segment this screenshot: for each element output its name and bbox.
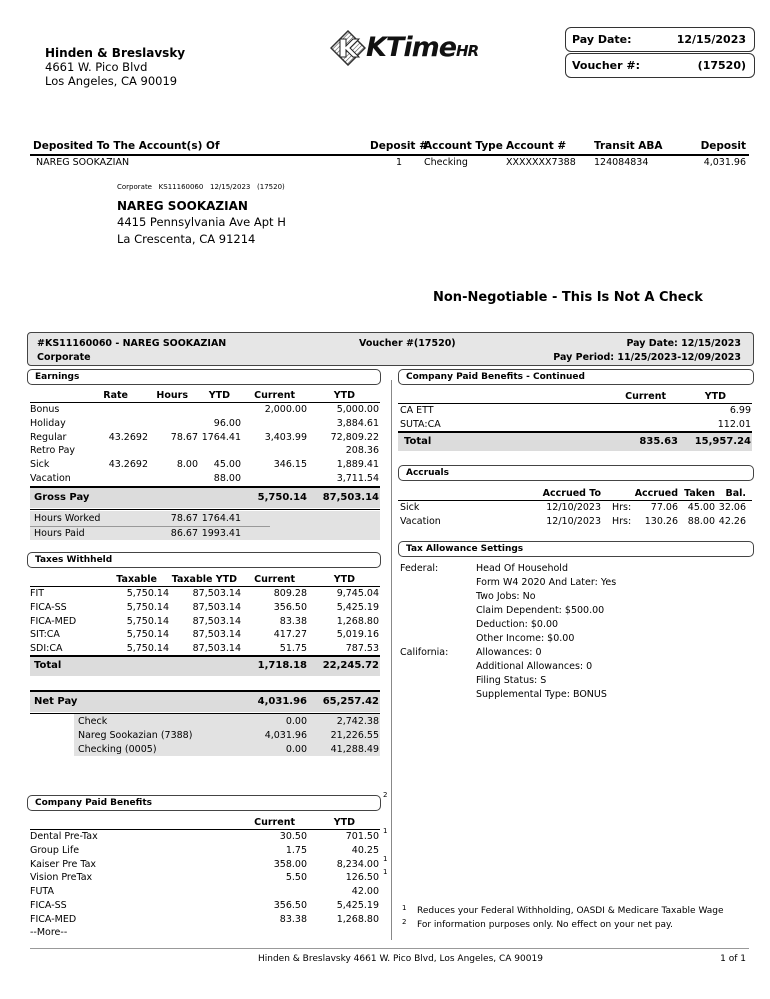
stub-voucher: Voucher #(17520) [359, 338, 456, 349]
earnings-row-ytd: 1,889.41 [336, 459, 379, 471]
tax-allowance-federal-item: Form W4 2020 And Later: Yes [476, 576, 617, 588]
deposit-header-number: Deposit # [370, 140, 428, 152]
benefit-cont-row-name: CA ETT [400, 405, 434, 416]
tax-allowance-federal-item: Other Income: $0.00 [476, 632, 575, 644]
footer-address: Hinden & Breslavsky 4661 W. Pico Blvd, Los Angeles, CA 90019 [258, 954, 543, 964]
hours-worked-label: Hours Worked [34, 513, 101, 524]
earnings-row-ytd: 3,711.54 [336, 473, 379, 484]
benefit-row-current: 1.75 [285, 844, 307, 856]
earnings-row-ytd: 72,809.22 [330, 431, 379, 443]
benefit-row-ytd: 42.00 [351, 886, 379, 898]
accrual-row-bal: 42.26 [718, 515, 746, 527]
benefits-more: --More-- [30, 927, 68, 938]
tax-row-taxable: 5,750.14 [126, 588, 169, 599]
hours-paid-value: 86.67 [170, 528, 198, 539]
benefits-cont-total-ytd: 15,957.24 [694, 436, 751, 447]
gross-pay-ytd: 87,503.14 [322, 492, 379, 503]
benefit-row-name: FICA-MED [30, 913, 77, 925]
accrual-row-taken: 88.00 [687, 515, 715, 527]
benefit-row-ytd: 8,234.00 [336, 858, 379, 870]
earnings-row-current: 2,000.00 [264, 404, 307, 415]
benefit-row-footnote-mark: 1 [383, 827, 388, 835]
benefits-header-rule [30, 829, 380, 830]
company-address-line1: 4661 W. Pico Blvd [45, 60, 148, 74]
tax-allowance-california-label: California: [400, 647, 449, 658]
pay-date-box [565, 27, 755, 52]
column-divider [391, 380, 392, 940]
tax-row-name: FICA-SS [30, 601, 67, 613]
earnings-row-hours-ytd: 88.00 [213, 473, 241, 484]
net-pay-row-ytd: 21,226.55 [330, 730, 379, 741]
net-pay-label: Net Pay [34, 696, 78, 707]
deposit-type: Checking [424, 157, 468, 168]
company-name: Hinden & Breslavsky [45, 46, 186, 60]
non-negotiable-notice: Non-Negotiable - This Is Not A Check [433, 290, 703, 305]
earnings-col-rate: Rate [103, 390, 128, 401]
tax-allowance-federal-label: Federal: [400, 563, 439, 574]
deposit-name: NAREG SOOKAZIAN [36, 157, 130, 168]
tax-allowance-federal-item: Deduction: $0.00 [476, 618, 559, 630]
accrual-row-accrued: 77.06 [650, 502, 678, 513]
benefits-section-header: Company Paid Benefits [27, 795, 381, 811]
accrual-row-taken: 45.00 [687, 502, 715, 513]
taxes-col-current: Current [254, 574, 295, 585]
tax-row-ytd: 5,425.19 [336, 601, 379, 613]
hours-worked-value: 78.67 [170, 513, 198, 524]
tax-row-ytd: 1,268.80 [336, 615, 379, 627]
net-pay-ytd: 65,257.42 [322, 696, 379, 707]
footnote-1-number: 1 [402, 904, 407, 912]
tax-row-current: 51.75 [279, 643, 307, 655]
tax-row-taxable-ytd: 87,503.14 [192, 601, 241, 613]
benefits-cont-col-current: Current [625, 391, 666, 402]
accruals-col-to: Accrued To [542, 488, 601, 499]
accruals-col-bal: Bal. [725, 488, 746, 499]
accrual-row-accrued: 130.26 [644, 515, 678, 527]
accrual-row-to: 12/10/2023 [546, 502, 601, 513]
earnings-row-name: Vacation [30, 473, 71, 484]
benefits-cont-total-current: 835.63 [639, 436, 678, 447]
deposit-header-type: Account Type [424, 140, 503, 152]
mailer-reference: Corporate KS11160060 12/15/2023 (17520) [117, 183, 285, 191]
taxes-total-current: 1,718.18 [257, 660, 307, 671]
employee-address-line1: 4415 Pennsylvania Ave Apt H [117, 215, 286, 229]
benefits-cont-header-rule [398, 403, 752, 404]
stub-department: Corporate [37, 352, 91, 363]
voucher-label: Voucher #: [572, 59, 640, 72]
benefit-row-ytd: 5,425.19 [336, 900, 379, 911]
employee-name: NAREG SOOKAZIAN [117, 199, 248, 213]
footnote-2-text: For information purposes only. No effect on your net pay. [417, 920, 673, 930]
footer-page: 1 of 1 [720, 954, 746, 964]
benefits-continued-section-header: Company Paid Benefits - Continued [398, 369, 754, 385]
benefit-row-current: 356.50 [273, 900, 307, 911]
voucher-box [565, 53, 755, 78]
earnings-row-name: Retro Pay [30, 445, 76, 457]
benefits-footnote-mark: 2 [383, 791, 388, 799]
accrual-row-name: Sick [400, 502, 420, 513]
benefits-cont-col-ytd: YTD [704, 391, 726, 402]
benefit-row-ytd: 40.25 [351, 844, 379, 856]
earnings-row-current: 346.15 [273, 459, 307, 471]
tax-row-ytd: 787.53 [345, 643, 379, 655]
tax-allowance-federal-item: Two Jobs: No [476, 590, 536, 602]
hours-paid-ytd: 1993.41 [201, 528, 241, 539]
tax-allowance-california-item: Supplemental Type: BONUS [476, 688, 607, 700]
earnings-row-hours-ytd: 1764.41 [201, 431, 241, 443]
employee-address-line2: La Crescenta, CA 91214 [117, 232, 256, 246]
tax-allowance-section-header: Tax Allowance Settings [398, 541, 754, 557]
footer-rule [30, 948, 749, 949]
tax-allowance-federal-item: Head Of Household [476, 563, 568, 574]
benefits-col-current: Current [254, 817, 295, 828]
earnings-row-hours-ytd: 96.00 [213, 417, 241, 429]
net-pay-row-name: Nareg Sookazian (7388) [78, 730, 193, 741]
net-pay-row-current: 4,031.96 [264, 730, 307, 741]
benefit-row-ytd: 1,268.80 [336, 913, 379, 925]
earnings-row-hours-ytd: 45.00 [213, 459, 241, 471]
tax-row-taxable: 5,750.14 [126, 629, 169, 641]
hours-worked-ytd: 1764.41 [201, 513, 241, 524]
benefit-row-name: FUTA [30, 886, 54, 898]
tax-allowance-federal-item: Claim Dependent: $500.00 [476, 604, 605, 616]
benefit-row-name: Dental Pre-Tax [30, 831, 98, 842]
hours-paid-label: Hours Paid [34, 528, 85, 539]
deposit-number: 1 [396, 157, 403, 168]
net-pay-row-name: Checking (0005) [78, 744, 157, 755]
tax-row-ytd: 5,019.16 [336, 629, 379, 641]
tax-row-taxable-ytd: 87,503.14 [192, 588, 241, 599]
net-pay-row-current: 0.00 [285, 716, 307, 727]
footnote-1-text: Reduces your Federal Withholding, OASDI & Medicare Taxable Wage [417, 906, 724, 916]
earnings-row-name: Holiday [30, 417, 66, 429]
accrual-row-hrs-label: Hrs: [612, 515, 632, 527]
benefit-cont-row-ytd: 6.99 [729, 405, 751, 416]
tax-row-taxable: 5,750.14 [126, 615, 169, 627]
benefit-row-ytd: 126.50 [345, 872, 379, 884]
deposit-header-aba: Transit ABA [594, 140, 663, 152]
benefit-row-name: Vision PreTax [30, 872, 93, 884]
gross-pay-current: 5,750.14 [257, 492, 307, 503]
benefit-row-current: 83.38 [279, 913, 307, 925]
benefit-row-footnote-mark: 1 [383, 868, 388, 877]
stub-employee-id: #KS11160060 - NAREG SOOKAZIAN [37, 338, 227, 349]
tax-row-taxable-ytd: 87,503.14 [192, 629, 241, 641]
earnings-row-ytd: 3,884.61 [336, 417, 379, 429]
tax-row-name: SIT:CA [30, 629, 60, 641]
earnings-row-name: Sick [30, 459, 50, 471]
benefit-row-name: Group Life [30, 844, 80, 856]
earnings-row-current: 3,403.99 [264, 431, 307, 443]
earnings-col-hours-ytd: YTD [208, 390, 230, 401]
gross-bottom-rule [30, 509, 380, 510]
earnings-section-header: Earnings [27, 369, 381, 385]
taxes-section-header: Taxes Withheld [27, 552, 381, 568]
tax-allowance-california-item: Allowances: 0 [476, 647, 542, 658]
benefit-cont-row-ytd: 112.01 [717, 418, 751, 430]
benefit-row-current: 358.00 [273, 858, 307, 870]
ktime-logo-icon [330, 30, 366, 66]
accrual-row-to: 12/10/2023 [546, 515, 601, 527]
ktime-logo-text: KTimeHR [366, 32, 479, 63]
accrual-row-hrs-label: Hrs: [612, 502, 632, 513]
deposit-header-account: Account # [506, 140, 567, 152]
taxes-col-taxable: Taxable [116, 574, 157, 585]
benefit-row-footnote-mark: 1 [383, 854, 388, 863]
taxes-col-ytd: YTD [333, 574, 355, 585]
accruals-col-taken: Taken [684, 488, 715, 499]
tax-row-name: FICA-MED [30, 615, 77, 627]
accruals-section-header: Accruals [398, 465, 754, 481]
earnings-row-ytd: 5,000.00 [336, 404, 379, 415]
net-pay-row-name: Check [78, 716, 108, 727]
benefit-row-current: 5.50 [285, 872, 307, 884]
tax-allowance-california-item: Filing Status: S [476, 674, 547, 686]
hours-rule [30, 526, 270, 527]
earnings-col-hours: Hours [156, 390, 188, 401]
earnings-row-hours: 78.67 [170, 431, 198, 443]
deposit-header-account-of: Deposited To The Account(s) Of [33, 140, 220, 152]
tax-row-current: 356.50 [273, 601, 307, 613]
tax-row-ytd: 9,745.04 [336, 588, 379, 599]
company-address-line2: Los Angeles, CA 90019 [45, 74, 178, 88]
tax-row-name: FIT [30, 588, 45, 599]
net-pay-row-ytd: 2,742.38 [336, 716, 379, 727]
benefits-cont-total-label: Total [404, 436, 432, 447]
tax-row-current: 417.27 [273, 629, 307, 641]
gross-pay-label: Gross Pay [34, 492, 90, 503]
accruals-header-rule [398, 500, 752, 501]
benefit-row-current: 30.50 [279, 831, 307, 842]
deposit-aba: 124084834 [594, 157, 649, 168]
accrual-row-name: Vacation [400, 515, 441, 527]
benefits-col-ytd: YTD [333, 817, 355, 828]
accrual-row-bal: 32.06 [718, 502, 746, 513]
pay-date-label: Pay Date: [572, 33, 632, 46]
earnings-row-name: Regular [30, 431, 67, 443]
taxes-col-taxable-ytd: Taxable YTD [171, 574, 237, 585]
earnings-header-rule [30, 402, 380, 403]
tax-row-current: 809.28 [273, 588, 307, 599]
deposit-header-deposit: Deposit [700, 140, 746, 152]
pay-date-value: 12/15/2023 [676, 33, 746, 46]
deposit-amount: 4,031.96 [703, 157, 746, 168]
tax-row-taxable-ytd: 87,503.14 [192, 643, 241, 655]
stub-pay-period: Pay Period: 11/25/2023-12/09/2023 [553, 352, 741, 363]
earnings-col-current: Current [254, 390, 295, 401]
net-pay-row-current: 0.00 [285, 744, 307, 755]
tax-row-taxable: 5,750.14 [126, 601, 169, 613]
tax-row-current: 83.38 [279, 615, 307, 627]
tax-row-name: SDI:CA [30, 643, 63, 655]
stub-header [27, 332, 754, 366]
earnings-row-ytd: 208.36 [345, 445, 379, 457]
benefit-row-name: FICA-SS [30, 900, 67, 911]
earnings-row-hours: 8.00 [176, 459, 198, 471]
earnings-row-rate: 43.2692 [108, 459, 148, 471]
taxes-total-ytd: 22,245.72 [322, 660, 379, 671]
tax-allowance-california-item: Additional Allowances: 0 [476, 660, 593, 672]
taxes-header-rule [30, 586, 380, 587]
benefit-row-ytd: 701.50 [345, 831, 379, 842]
tax-row-taxable: 5,750.14 [126, 643, 169, 655]
deposit-account: XXXXXXX7388 [506, 157, 576, 168]
benefit-row-name: Kaiser Pre Tax [30, 858, 97, 870]
net-pay-row-ytd: 41,288.49 [330, 744, 379, 755]
stub-pay-date: Pay Date: 12/15/2023 [626, 338, 741, 349]
taxes-total-label: Total [34, 660, 62, 671]
accruals-col-accrued: Accrued [634, 488, 678, 499]
voucher-value: (17520) [697, 59, 746, 72]
footnote-2-number: 2 [402, 918, 407, 926]
earnings-row-rate: 43.2692 [108, 431, 148, 443]
tax-row-taxable-ytd: 87,503.14 [192, 615, 241, 627]
earnings-col-ytd: YTD [333, 390, 355, 401]
net-pay-current: 4,031.96 [257, 696, 307, 707]
earnings-row-name: Bonus [30, 404, 60, 415]
deposit-rule [30, 154, 749, 156]
benefit-cont-row-name: SUTA:CA [400, 418, 441, 430]
